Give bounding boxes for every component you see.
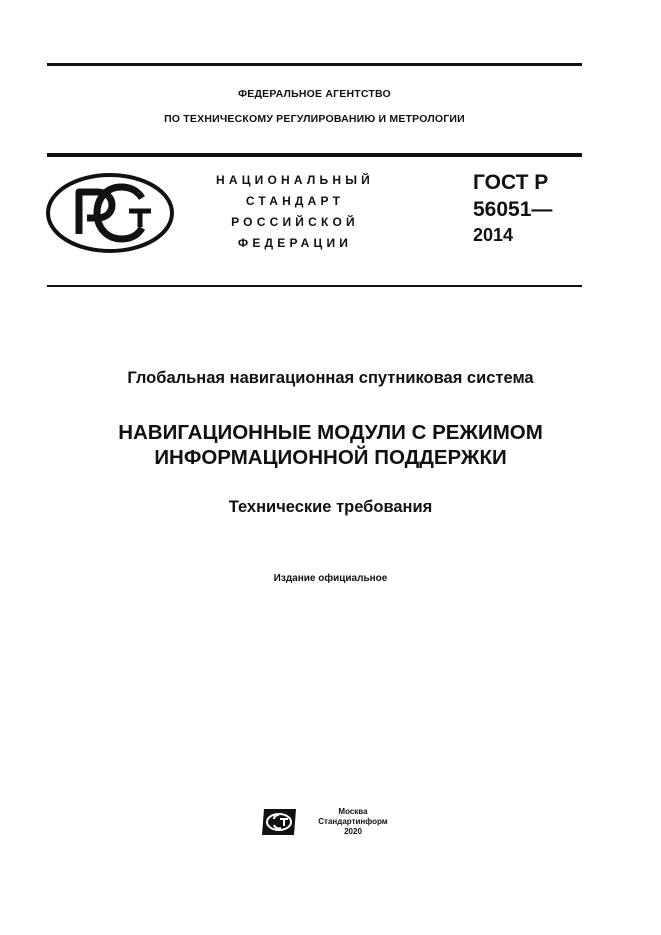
document-title-line-2: ИНФОРМАЦИОННОЙ ПОДДЕРЖКИ bbox=[154, 446, 507, 469]
publisher-block bbox=[308, 807, 398, 837]
national-standard-label bbox=[190, 170, 400, 254]
national-line-3: РОССИЙСКОЙ bbox=[231, 215, 359, 229]
document-title-line-1: НАВИГАЦИОННЫЕ МОДУЛИ С РЕЖИМОМ bbox=[118, 421, 543, 444]
national-line-2: СТАНДАРТ bbox=[245, 194, 345, 208]
header-rule bbox=[47, 153, 582, 157]
gost-code-number: 56051— bbox=[473, 198, 553, 221]
agency-line-2: ПО ТЕХНИЧЕСКОМУ РЕГУЛИРОВАНИЮ И МЕТРОЛОГИИ bbox=[164, 113, 465, 125]
top-rule bbox=[47, 63, 582, 66]
standartinform-logo-icon bbox=[260, 806, 298, 838]
publisher-year: 2020 bbox=[344, 827, 362, 836]
national-line-1: НАЦИОНАЛЬНЫЙ bbox=[215, 173, 375, 187]
agency-line-1: ФЕДЕРАЛЬНОЕ АГЕНТСТВО bbox=[238, 88, 391, 100]
edition-label: Издание официальное bbox=[273, 573, 388, 584]
gost-code-year: 2014 bbox=[473, 225, 514, 245]
gost-r-logo-icon bbox=[45, 172, 175, 254]
gost-code-prefix: ГОСТ Р bbox=[473, 171, 549, 194]
publisher-name: Стандартинформ bbox=[318, 817, 388, 826]
national-line-4: ФЕДЕРАЦИИ bbox=[237, 236, 353, 250]
document-subtitle: Глобальная навигационная спутниковая система bbox=[127, 369, 534, 387]
publisher-city: Москва bbox=[338, 807, 368, 816]
document-subject: Технические требования bbox=[228, 498, 433, 516]
standard-rule bbox=[47, 285, 582, 287]
